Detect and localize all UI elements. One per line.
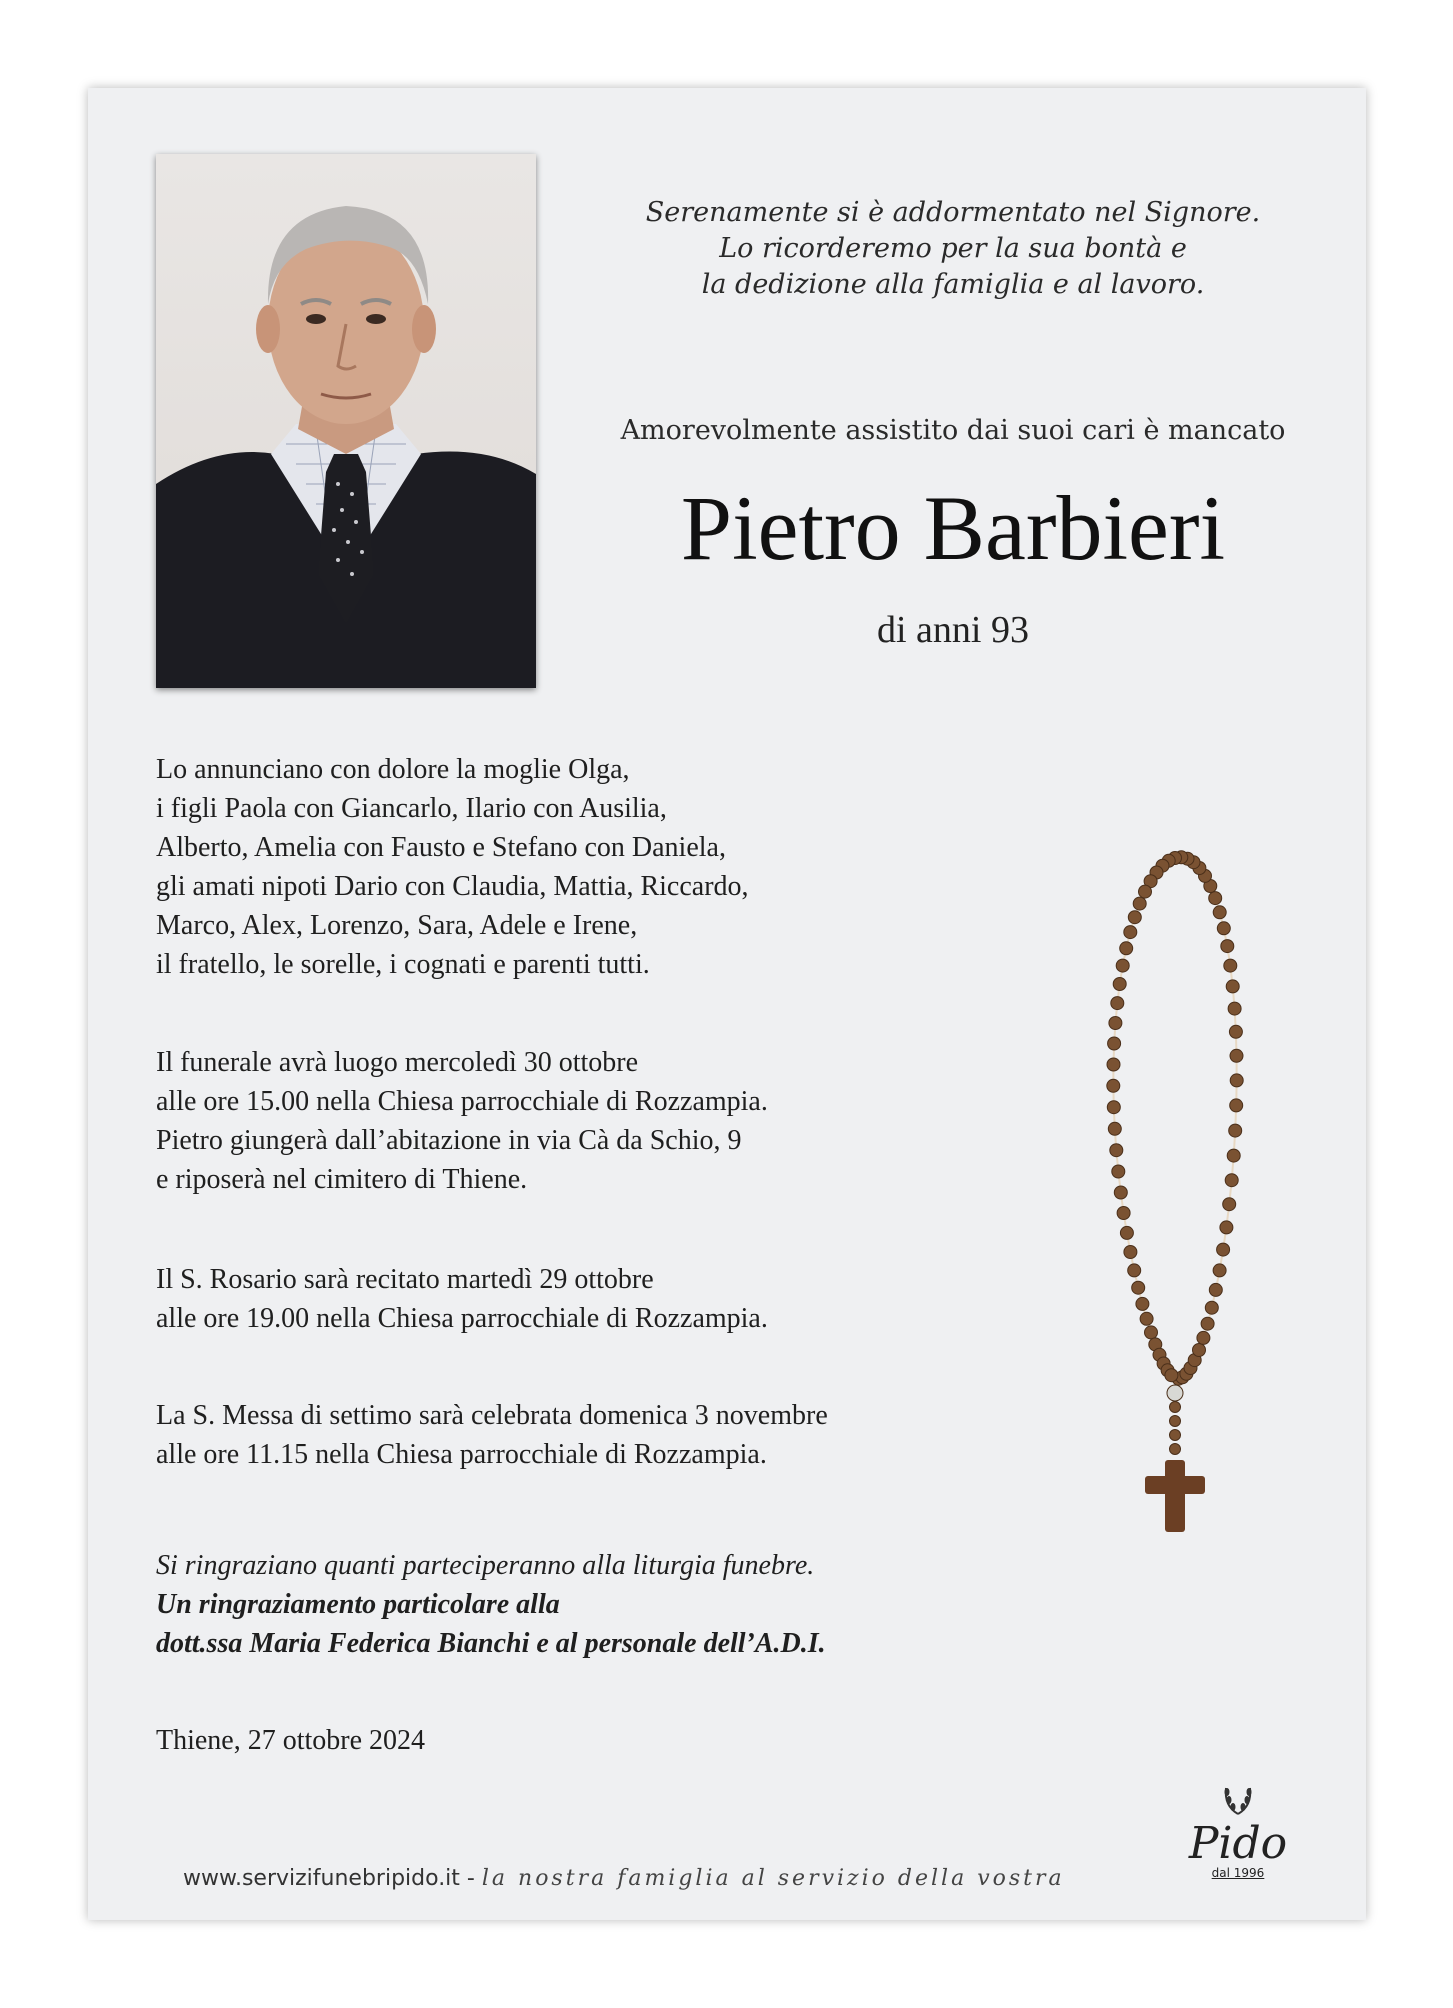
rosary-bead — [1120, 942, 1133, 955]
rosary-bead — [1116, 959, 1129, 972]
rosary-bead — [1193, 1344, 1206, 1357]
funeral-line: e riposerà nel cimitero di Thiene. — [156, 1164, 528, 1195]
rosary-bead — [1113, 978, 1126, 991]
rosary-bead — [1223, 1198, 1236, 1211]
rosary-bead — [1217, 922, 1230, 935]
rosary-details — [156, 1260, 768, 1338]
rosary-bead — [1170, 1416, 1181, 1427]
crucifix-icon — [1145, 1460, 1205, 1532]
rosary-line: Il S. Rosario sarà recitato martedì 29 ottobre — [156, 1264, 654, 1295]
rosary-bead — [1229, 1025, 1242, 1038]
rosary-bead — [1221, 940, 1234, 953]
rosary-bead — [1170, 1444, 1181, 1455]
thanks-line-bold: Un ringraziamento particolare alla — [156, 1589, 560, 1620]
rosary-bead — [1108, 1122, 1121, 1135]
obituary-card — [88, 88, 1366, 1920]
rosary-bead — [1170, 1430, 1181, 1441]
rosary-line: alle ore 19.00 nella Chiesa parrocchiale di Rozzampia. — [156, 1303, 768, 1334]
rosary-bead — [1197, 1331, 1210, 1344]
rosary-bead — [1111, 997, 1124, 1010]
rosary-bead — [1170, 1402, 1181, 1413]
family-announcement — [156, 750, 749, 984]
family-line: il fratello, le sorelle, i cognati e parenti tutti. — [156, 949, 650, 980]
funeral-line: Il funerale avrà luogo mercoledì 30 ottobre — [156, 1047, 639, 1078]
funeral-line: alle ore 15.00 nella Chiesa parrocchiale di Rozzampia. — [156, 1086, 768, 1117]
wreath-icon — [1221, 1778, 1255, 1818]
rosary-bead — [1225, 1174, 1238, 1187]
rosary-bead — [1120, 1226, 1133, 1239]
quote-line: Lo ricorderemo per la sua bontà e — [719, 233, 1187, 264]
deceased-name: Pietro Barbieri — [680, 477, 1226, 579]
website-link[interactable]: www.servizifunebripido.it — [183, 1866, 460, 1891]
rosary-bead — [1107, 1101, 1120, 1114]
family-line: Marco, Alex, Lorenzo, Sara, Adele e Irene, — [156, 910, 638, 941]
rosary-bead — [1136, 1297, 1149, 1310]
logo-since: dal 1996 — [1211, 1866, 1265, 1880]
rosary-bead — [1109, 1017, 1122, 1030]
mass-details — [156, 1396, 828, 1474]
thanks-line-bold: dott.ssa Maria Federica Bianchi e al personale dell’A.D.I. — [156, 1628, 826, 1659]
rosary-bead — [1213, 1264, 1226, 1277]
place-date: Thiene, 27 ottobre 2024 — [156, 1725, 426, 1756]
rosary-bead — [1145, 1326, 1158, 1339]
rosary-bead — [1128, 911, 1141, 924]
rosary-bead — [1227, 1149, 1240, 1162]
thanks-line: Si ringraziano quanti parteciperanno alla liturgia funebre. — [156, 1550, 815, 1581]
rosary-bead — [1107, 1058, 1120, 1071]
deceased-age: di anni 93 — [877, 609, 1029, 651]
family-line: gli amati nipoti Dario con Claudia, Mattia, Riccardo, — [156, 871, 749, 902]
footer — [183, 1866, 1065, 1891]
funeral-line: Pietro giungerà dall’abitazione in via Cà da Schio, 9 — [156, 1125, 742, 1156]
quote-line: la dedizione alla famiglia e al lavoro. — [701, 269, 1205, 300]
rosary-bead — [1128, 1264, 1141, 1277]
rosary-bead — [1108, 1037, 1121, 1050]
rosary-bead — [1224, 959, 1237, 972]
rosary-bead — [1209, 1283, 1222, 1296]
rosary-bead — [1230, 1099, 1243, 1112]
family-line: i figli Paola con Giancarlo, Ilario con Ausilia, — [156, 793, 667, 824]
family-line: Lo annunciano con dolore la moglie Olga, — [156, 754, 630, 785]
thanks-note — [156, 1546, 826, 1663]
rosary-bead — [1228, 1002, 1241, 1015]
mass-line: alle ore 11.15 nella Chiesa parrocchiale di Rozzampia. — [156, 1439, 767, 1470]
rosary-bead — [1124, 926, 1137, 939]
rosary-bead — [1132, 1281, 1145, 1294]
rosary-bead — [1117, 1207, 1130, 1220]
rosary-bead — [1165, 1369, 1178, 1382]
rosary-bead — [1229, 1124, 1242, 1137]
rosary-bead — [1140, 1312, 1153, 1325]
rosary-bead — [1110, 1144, 1123, 1157]
footer-separator: - — [459, 1866, 482, 1891]
rosary-bead — [1201, 1317, 1214, 1330]
logo-name: Pido — [1188, 1818, 1288, 1869]
quote-line: Serenamente si è addormentato nel Signore. — [645, 197, 1261, 228]
funeral-details — [156, 1043, 768, 1199]
rosary-bead — [1205, 1301, 1218, 1314]
rosary-bead — [1124, 1246, 1137, 1259]
rosary-bead — [1133, 897, 1146, 910]
rosary-bead — [1114, 1186, 1127, 1199]
opening-quote — [588, 195, 1318, 303]
rosary-bead — [1220, 1221, 1233, 1234]
rosary-medal — [1167, 1385, 1183, 1401]
rosary-illustration — [1080, 838, 1270, 1542]
mass-line: La S. Messa di settimo sarà celebrata domenica 3 novembre — [156, 1400, 828, 1431]
rosary-bead — [1230, 1074, 1243, 1087]
family-line: Alberto, Amelia con Fausto e Stefano con Daniela, — [156, 832, 726, 863]
rosary-bead — [1107, 1079, 1120, 1092]
footer-tagline: la nostra famiglia al servizio della vostra — [481, 1866, 1065, 1891]
intro-text: Amorevolmente assistito dai suoi cari è mancato — [620, 415, 1286, 446]
rosary-bead — [1112, 1165, 1125, 1178]
rosary-bead — [1209, 892, 1222, 905]
rosary-bead — [1139, 885, 1152, 898]
portrait-photo — [156, 154, 536, 688]
rosary-bead — [1217, 1243, 1230, 1256]
rosary-bead — [1230, 1049, 1243, 1062]
pido-logo — [1178, 1778, 1298, 1880]
rosary-bead — [1226, 980, 1239, 993]
rosary-bead — [1213, 906, 1226, 919]
